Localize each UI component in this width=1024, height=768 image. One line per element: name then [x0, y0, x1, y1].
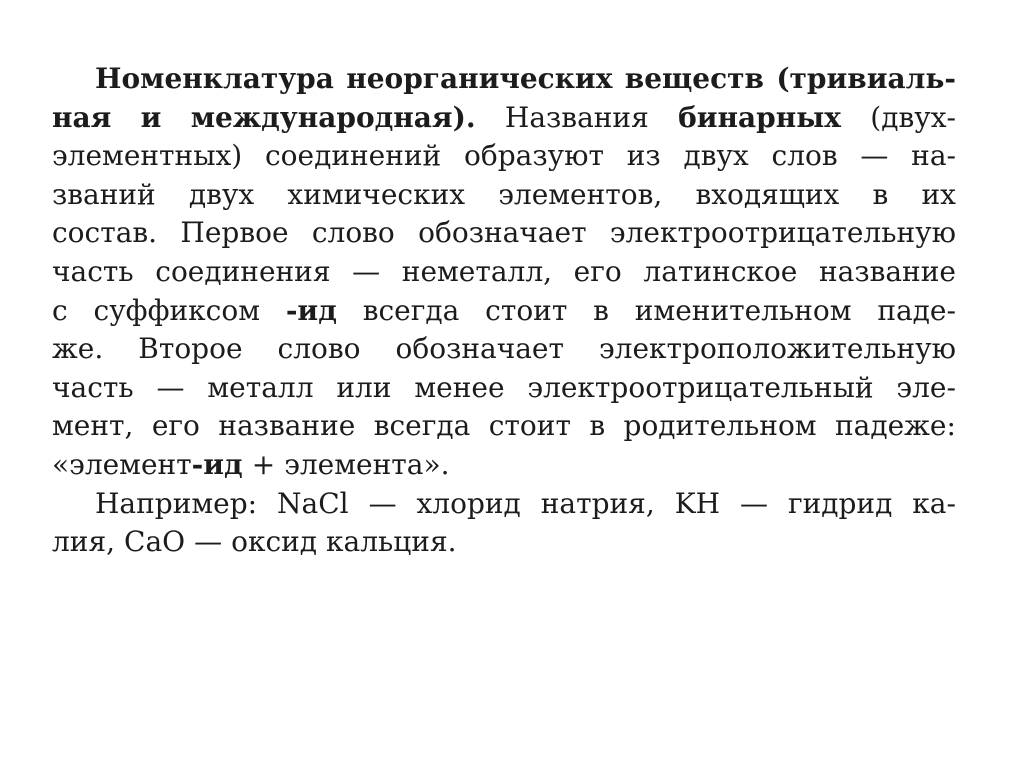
text-line [52, 137, 956, 176]
word: в [593, 293, 609, 327]
word: электроотрицательный [527, 370, 874, 404]
heading-word: и [140, 100, 162, 134]
word: соединения [155, 254, 331, 288]
paragraph-nomenclature [52, 60, 956, 485]
text-line [52, 369, 956, 408]
text-line [52, 253, 956, 292]
word: + [251, 447, 276, 481]
word: состав. [52, 216, 158, 250]
word: слов [771, 139, 838, 173]
text-line [52, 523, 956, 562]
word: родительном [623, 409, 817, 443]
word: Первое [180, 216, 289, 250]
text-block [52, 60, 956, 562]
word: — [352, 254, 381, 288]
word: оксид [231, 525, 318, 559]
word: — [194, 525, 223, 559]
word: суффиксом [93, 293, 260, 327]
word: элементов, [498, 177, 663, 211]
suffix-term: -ид [191, 447, 243, 481]
formula-word [52, 446, 243, 485]
word: с [52, 293, 68, 327]
word: именительном [634, 293, 852, 327]
word: их [921, 177, 956, 211]
word: химических [287, 177, 466, 211]
word: слово [311, 216, 395, 250]
word: соединений [264, 139, 442, 173]
word: обозначает [395, 332, 564, 366]
text-line [52, 99, 956, 138]
word: натрия, [540, 486, 655, 520]
word: кальция. [326, 525, 457, 559]
text-line [52, 407, 956, 446]
word: элемента». [284, 447, 450, 481]
heading-word: ная [52, 100, 112, 134]
word: ка- [912, 486, 956, 520]
word: элементных) [52, 139, 243, 173]
word: менее [414, 370, 505, 404]
word: стоит [485, 293, 568, 327]
word: слово [277, 332, 361, 366]
word: его [573, 254, 622, 288]
word: двух [188, 177, 255, 211]
term-word: бинарных [678, 100, 841, 134]
heading-word: Номенклатура [95, 62, 334, 95]
word: название [818, 254, 956, 288]
word: электроотрицательную [609, 216, 956, 250]
word: Например: [95, 486, 258, 520]
word: его [151, 409, 200, 443]
heading-word: (тривиаль- [776, 62, 956, 95]
word: «элемент [52, 447, 192, 481]
word: часть [52, 370, 134, 404]
word: двух [683, 139, 749, 173]
word: обозначает [418, 216, 587, 250]
word: (двух- [870, 100, 956, 134]
heading-word: международная). [190, 100, 476, 134]
word: — [860, 139, 889, 173]
word: в [872, 177, 889, 211]
heading-word: веществ [624, 62, 764, 95]
word: электроположительную [599, 332, 956, 366]
text-line [52, 292, 956, 331]
text-line [52, 485, 956, 524]
word: неметалл, [401, 254, 553, 288]
paragraph-example [52, 485, 956, 562]
word: стоит [488, 409, 571, 443]
word: входящих [695, 177, 840, 211]
word: эле- [896, 370, 956, 404]
word: на- [911, 139, 956, 173]
word: гидрид [787, 486, 893, 520]
word: всегда [362, 293, 460, 327]
text-line [52, 330, 956, 369]
word: мент, [52, 409, 134, 443]
word: лия, [52, 525, 116, 559]
word: из [626, 139, 661, 173]
text-line [52, 214, 956, 253]
word: Названия [504, 100, 649, 134]
word: падеже: [835, 409, 956, 443]
text-line [52, 60, 956, 99]
text-line [52, 176, 956, 215]
word: часть [52, 254, 134, 288]
word: название [218, 409, 356, 443]
word: паде- [877, 293, 956, 327]
word: латинское [643, 254, 798, 288]
chemical-formula: CaO [124, 525, 186, 559]
suffix-term: -ид [285, 293, 337, 327]
word: металл [207, 370, 314, 404]
word: или [336, 370, 392, 404]
word: — [739, 486, 768, 520]
word: образуют [464, 139, 604, 173]
chemical-formula: NaCl [277, 486, 349, 520]
word: хлорид [416, 486, 521, 520]
word: — [156, 370, 185, 404]
text-line [52, 446, 956, 485]
word: званий [52, 177, 156, 211]
chemical-formula: KH [674, 486, 721, 520]
word: — [368, 486, 397, 520]
word: всегда [373, 409, 471, 443]
word: Второе [138, 332, 243, 366]
heading-word: неорганических [346, 62, 613, 95]
word: в [589, 409, 606, 443]
word: же. [52, 332, 104, 366]
